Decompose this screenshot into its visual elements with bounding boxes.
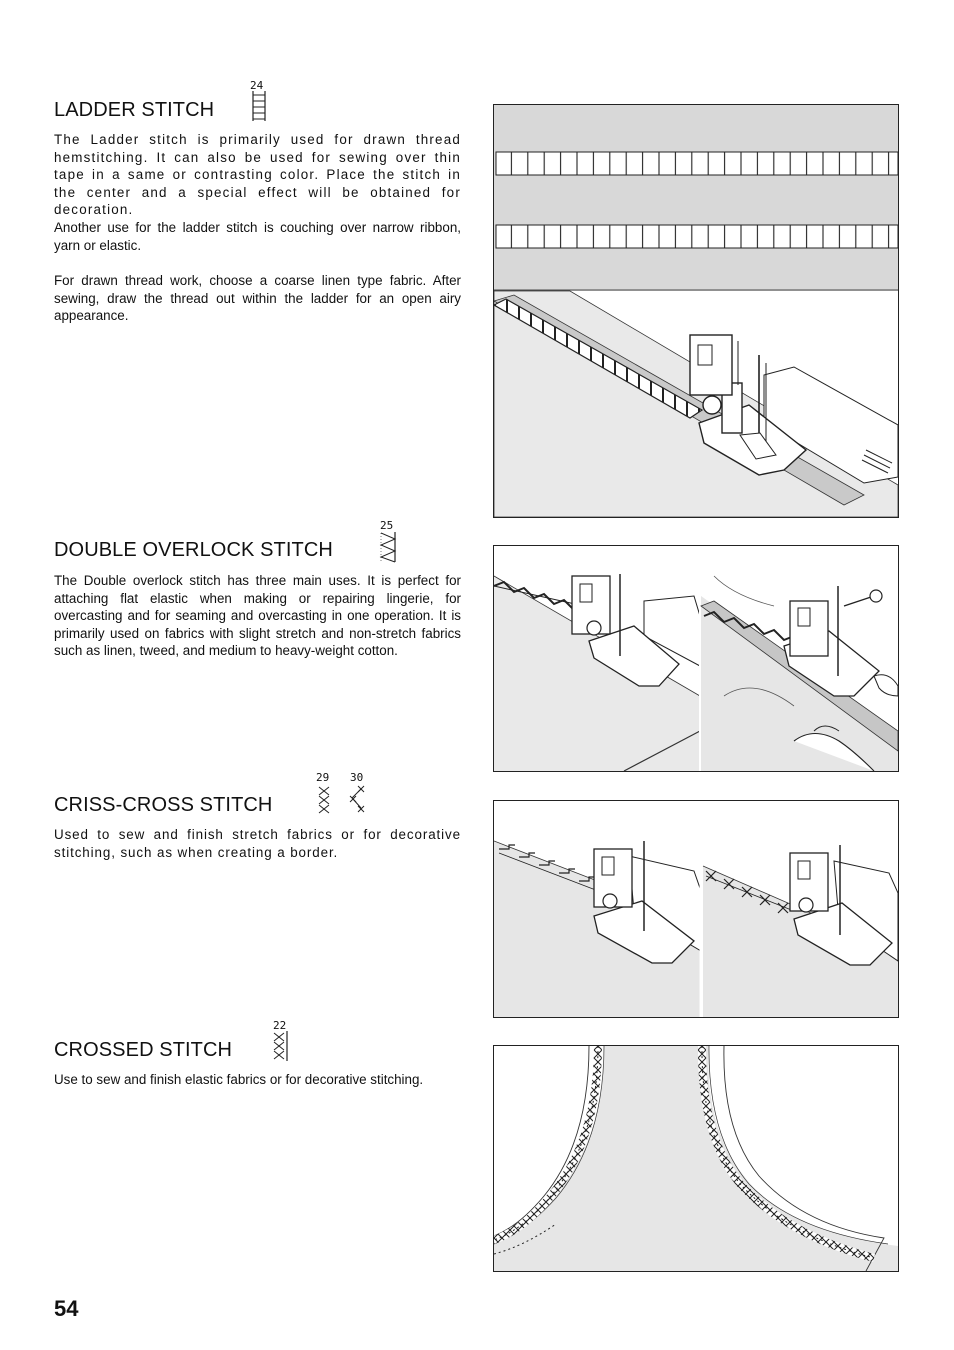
double-overlock-illustration — [493, 545, 899, 772]
criss-cross-stitch-heading: CRISS-CROSS STITCH — [54, 794, 273, 816]
criss-cross-stitch-icon-30 — [348, 784, 366, 816]
double-overlock-stitch-heading: DOUBLE OVERLOCK STITCH — [54, 539, 333, 561]
ladder-stitch-number: 24 — [250, 79, 264, 92]
double-overlock-stitch-number: 25 — [380, 519, 394, 532]
criss-cross-stitch-number-30: 30 — [350, 771, 364, 784]
ladder-paragraph-1: The Ladder stitch is primarily used for drawn thread hemstitching. It can also be used for sewing over thin tape in a same or contrasting color. Place the stitch in the center and a special effect will be obtained for decoration. — [54, 132, 461, 218]
crossed-paragraph: Use to sew and finish elastic fabrics or for decorative stitching. — [54, 1072, 424, 1087]
crossed-stitch-icon — [272, 1030, 290, 1062]
crossed-stitch-number: 22 — [273, 1019, 287, 1032]
page-number: 54 — [54, 1296, 79, 1321]
criss-cross-stitch-icon-29 — [316, 784, 334, 816]
ladder-paragraph-3: For drawn thread work, choose a coarse linen type fabric. After sewing, draw the thread out within the ladder for an open airy appearance. — [54, 273, 461, 324]
ladder-stitch-icon — [250, 90, 268, 122]
ladder-paragraph-2: Another use for the ladder stitch is couching over narrow ribbon, yarn or elastic. — [54, 220, 461, 253]
crossed-stitch-heading: CROSSED STITCH — [54, 1039, 233, 1061]
criss-cross-stitch-number-29: 29 — [316, 771, 330, 784]
criss-cross-paragraph: Used to sew and finish stretch fabrics or for decorative stitching, such as when creating a border. — [54, 827, 461, 860]
double-overlock-paragraph: The Double overlock stitch has three main uses. It is perfect for attaching flat elastic when making or repairing lingerie, for overcasting and for seaming and overcasting in one operation. It is primarily used on fabrics with slight stretch and non-stretch fabrics such as linen, tweed, and medium to heavy-weight cotton. — [54, 573, 461, 659]
ladder-stitch-illustration — [493, 104, 899, 518]
ladder-stitch-heading: LADDER STITCH — [54, 99, 215, 121]
double-overlock-stitch-icon — [378, 531, 398, 563]
criss-cross-illustration — [493, 800, 899, 1018]
crossed-stitch-illustration — [493, 1045, 899, 1272]
